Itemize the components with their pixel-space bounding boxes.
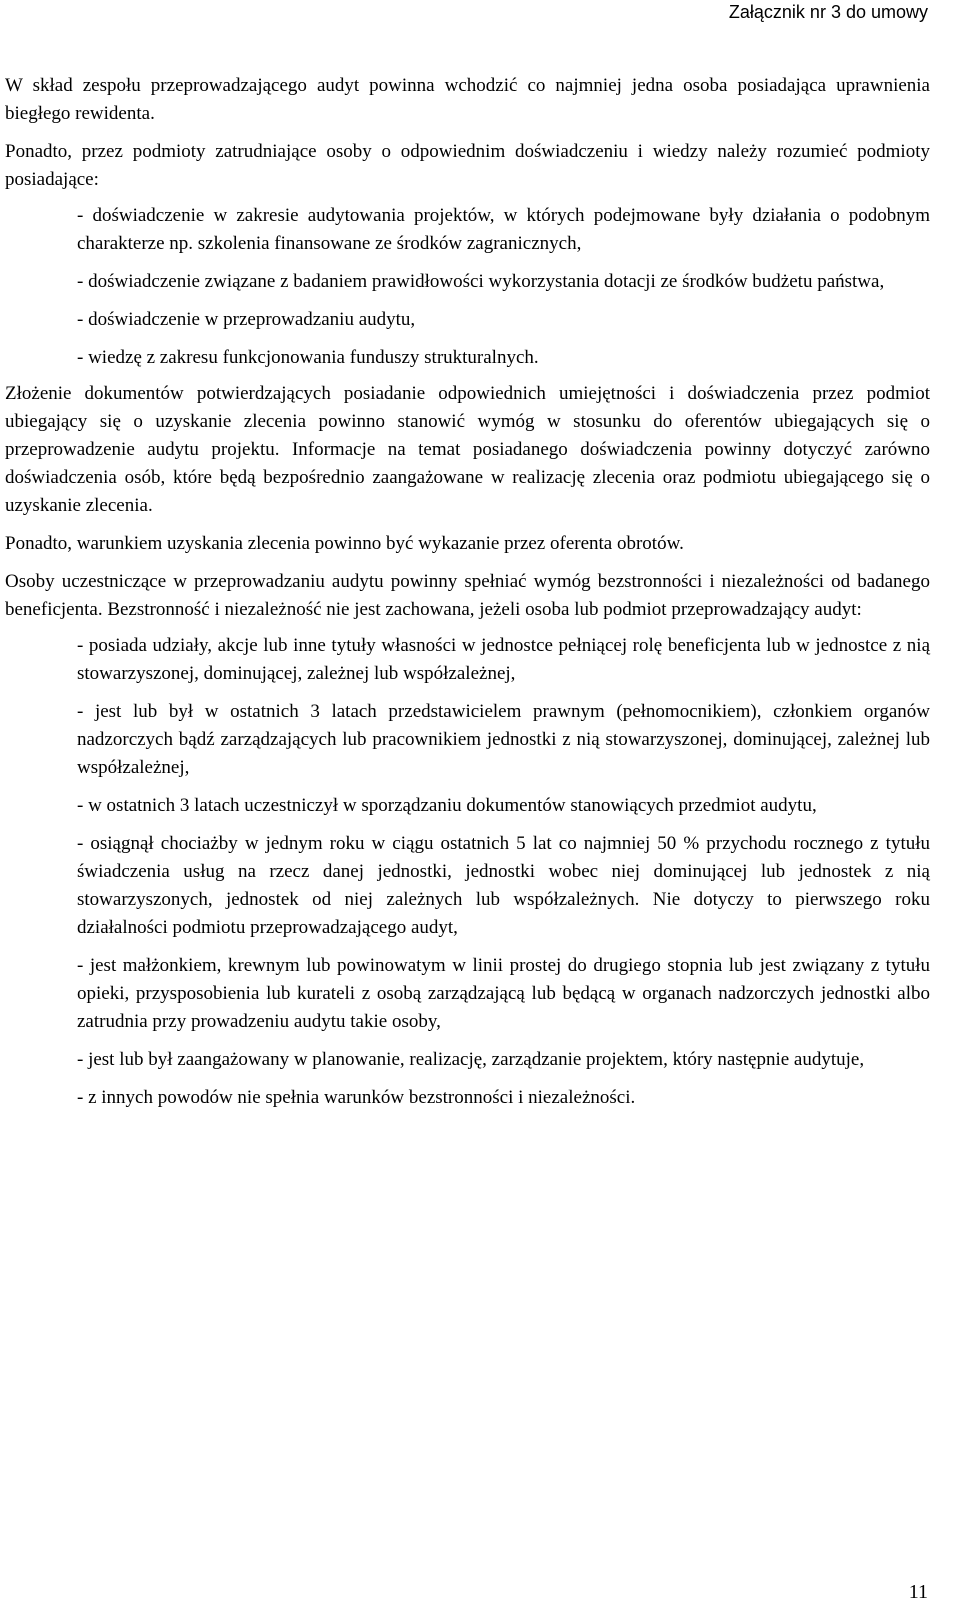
list-item: - doświadczenie związane z badaniem prawidłowości wykorzystania dotacji ze środków budżetu państwa, [77,271,885,292]
page-number: 11 [908,1581,928,1603]
list-item: - osiągnął chociażby w jednym roku w ciągu ostatnich 5 lat co najmniej 50 % przychodu rocznego z tytułu świadczenia usług na rzecz danej jednostki, jednostki wobec niej dominującej lub jednostek z nią stowarzyszonych, jednostek od niej zależnych lub współzależnych. Nie dotyczy to pierwszego roku działalności podmiotu przeprowadzającego audyt, [77,833,930,938]
list-item: - doświadczenie w przeprowadzaniu audytu, [77,309,416,330]
experience-list [77,202,930,372]
list-item: - z innych powodów nie spełnia warunków bezstronności i niezależności. [77,1087,636,1108]
list-item: - jest małżonkiem, krewnym lub powinowatym w linii prostej do drugiego stopnia lub jest związany z tytułu opieki, przysposobienia lub kurateli z osobą zarządzającą lub będącą w organach nadzorczych jednostki albo zatrudnia przy prowadzeniu audytu takie osoby, [77,955,930,1032]
document-body [5,72,930,1112]
independence-list [77,632,930,1112]
list-item: - jest lub był w ostatnich 3 latach przedstawicielem prawnym (pełnomocnikiem), członkiem organów nadzorczych bądź zarządzających lub pracownikiem jednostki z nią stowarzyszonej, dominującej, zależnej lub współzależnej, [77,701,930,778]
list-item: - doświadczenie w zakresie audytowania projektów, w których podejmowane były działania o podobnym charakterze np. szkolenia finansowane ze środków zagranicznych, [77,205,930,254]
paragraph-audit-team: W skład zespołu przeprowadzającego audyt powinna wchodzić co najmniej jedna osoba posiadająca uprawnienia biegłego rewidenta. [5,75,930,124]
attachment-header: Załącznik nr 3 do umowy [728,2,928,22]
list-item: - wiedzę z zakresu funkcjonowania funduszy strukturalnych. [77,347,539,368]
list-item: - w ostatnich 3 latach uczestniczył w sporządzaniu dokumentów stanowiących przedmiot audytu, [77,795,817,816]
paragraph-turnover: Ponadto, warunkiem uzyskania zlecenia powinno być wykazanie przez oferenta obrotów. [5,533,684,554]
list-item: - posiada udziały, akcje lub inne tytuły własności w jednostce pełniącej rolę beneficjenta lub w jednostce z nią stowarzyszonej, dominującej, zależnej lub współzależnej, [77,635,930,684]
list-item: - jest lub był zaangażowany w planowanie, realizację, zarządzanie projektem, który następnie audytuje, [77,1049,865,1070]
paragraph-entities-definition: Ponadto, przez podmioty zatrudniające osoby o odpowiednim doświadczeniu i wiedzy należy rozumieć podmioty posiadające: [5,141,930,190]
paragraph-independence: Osoby uczestniczące w przeprowadzaniu audytu powinny spełniać wymóg bezstronności i niezależności od badanego beneficjenta. Bezstronność i niezależność nie jest zachowana, jeżeli osoba lub podmiot przeprowadzający audyt: [5,571,930,620]
paragraph-documents: Złożenie dokumentów potwierdzających posiadanie odpowiednich umiejętności i doświadczenia przez podmiot ubiegający się o uzyskanie zlecenia powinno stanowić wymóg w stosunku do oferentów ubiegających się o przeprowadzenie audytu projektu. Informacje na temat posiadanego doświadczenia powinny dotyczyć zarówno doświadczenia osób, które będą bezpośrednio zaangażowane w realizację zlecenia oraz podmiotu ubiegającego się o uzyskanie zlecenia. [5,383,930,516]
